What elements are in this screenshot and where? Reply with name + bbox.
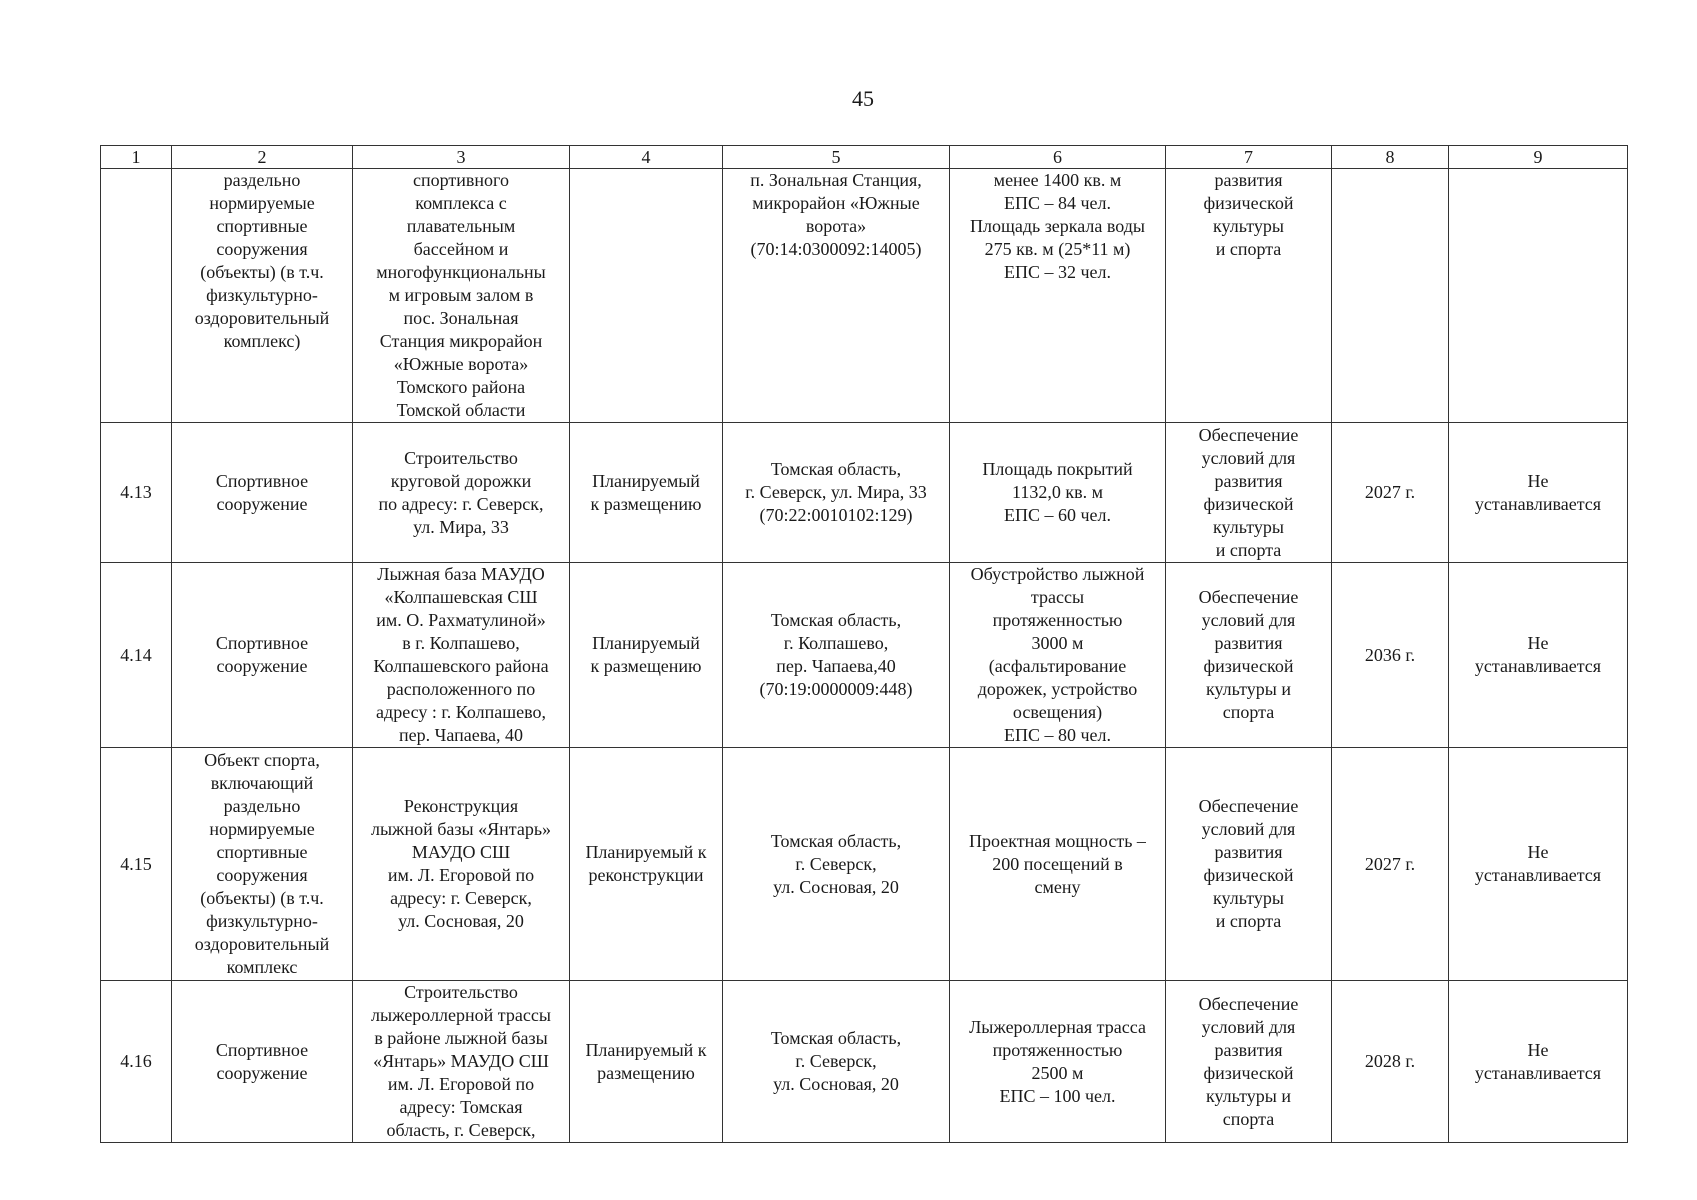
cell-year: 2027 г.: [1332, 748, 1449, 981]
cell-year: 2028 г.: [1332, 981, 1449, 1143]
cell-object-type: Спортивное сооружение: [172, 981, 353, 1143]
cell-year: 2036 г.: [1332, 563, 1449, 748]
cell-location: Томская область, г. Северск, ул. Сосновая, 20: [723, 748, 950, 981]
table-row: [101, 981, 1628, 1143]
cell-characteristics: Лыжероллерная трасса протяженностью 2500 м ЕПС – 100 чел.: [950, 981, 1166, 1143]
planning-table: [100, 145, 1628, 1143]
cell-location: Томская область, г. Северск, ул. Мира, 33 (70:22:0010102:129): [723, 423, 950, 563]
cell-zone: [1449, 169, 1628, 423]
cell-location: Томская область, г. Колпашево, пер. Чапаева,40 (70:19:0000009:448): [723, 563, 950, 748]
column-header: 5: [723, 146, 950, 169]
cell-year: [1332, 169, 1449, 423]
cell-object-name: Лыжная база МАУДО «Колпашевская СШ им. О. Рахматулиной» в г. Колпашево, Колпашевского района расположенного по адресу : г. Колпашево, пер. Чапаева, 40: [353, 563, 570, 748]
cell-object-type: Спортивное сооружение: [172, 423, 353, 563]
cell-number: 4.16: [101, 981, 172, 1143]
column-header: 9: [1449, 146, 1628, 169]
cell-zone: Не устанавливается: [1449, 423, 1628, 563]
cell-purpose: Обеспечение условий для развития физической культуры и спорта: [1166, 748, 1332, 981]
cell-zone: Не устанавливается: [1449, 563, 1628, 748]
cell-characteristics: Обустройство лыжной трассы протяженностью 3000 м (асфальтирование дорожек, устройство освещения) ЕПС – 80 чел.: [950, 563, 1166, 748]
cell-location: п. Зональная Станция, микрорайон «Южные ворота» (70:14:0300092:14005): [723, 169, 950, 423]
column-header: 2: [172, 146, 353, 169]
cell-number: 4.14: [101, 563, 172, 748]
cell-object-name: Строительство круговой дорожки по адресу: г. Северск, ул. Мира, 33: [353, 423, 570, 563]
cell-number: 4.13: [101, 423, 172, 563]
cell-characteristics: Площадь покрытий 1132,0 кв. м ЕПС – 60 чел.: [950, 423, 1166, 563]
cell-status: Планируемый к реконструкции: [570, 748, 723, 981]
cell-status: Планируемый к размещению: [570, 423, 723, 563]
column-header: 8: [1332, 146, 1449, 169]
cell-purpose: развития физической культуры и спорта: [1166, 169, 1332, 423]
cell-purpose: Обеспечение условий для развития физической культуры и спорта: [1166, 981, 1332, 1143]
cell-number: 4.15: [101, 748, 172, 981]
table-row: [101, 423, 1628, 563]
column-header: 4: [570, 146, 723, 169]
column-header: 6: [950, 146, 1166, 169]
cell-purpose: Обеспечение условий для развития физической культуры и спорта: [1166, 563, 1332, 748]
cell-object-type: Спортивное сооружение: [172, 563, 353, 748]
cell-characteristics: Проектная мощность – 200 посещений в смену: [950, 748, 1166, 981]
column-header: 1: [101, 146, 172, 169]
cell-year: 2027 г.: [1332, 423, 1449, 563]
table-row: [101, 748, 1628, 981]
cell-zone: Не устанавливается: [1449, 981, 1628, 1143]
table-row: [101, 563, 1628, 748]
cell-status: Планируемый к размещению: [570, 563, 723, 748]
cell-zone: Не устанавливается: [1449, 748, 1628, 981]
page-number: 45: [852, 86, 874, 111]
cell-location: Томская область, г. Северск, ул. Сосновая, 20: [723, 981, 950, 1143]
cell-characteristics: менее 1400 кв. м ЕПС – 84 чел. Площадь зеркала воды 275 кв. м (25*11 м) ЕПС – 32 чел.: [950, 169, 1166, 423]
cell-object-name: Строительство лыжероллерной трассы в районе лыжной базы «Янтарь» МАУДО СШ им. Л. Егоровой по адресу: Томская область, г. Северск,: [353, 981, 570, 1143]
cell-object-name: спортивного комплекса с плавательным бассейном и многофункциональны м игровым залом в пос. Зональная Станция микрорайон «Южные ворота» Томского района Томской области: [353, 169, 570, 423]
column-header: 3: [353, 146, 570, 169]
cell-purpose: Обеспечение условий для развития физической культуры и спорта: [1166, 423, 1332, 563]
cell-object-name: Реконструкция лыжной базы «Янтарь» МАУДО СШ им. Л. Егоровой по адресу: г. Северск, ул. Сосновая, 20: [353, 748, 570, 981]
cell-status: Планируемый к размещению: [570, 981, 723, 1143]
cell-status: [570, 169, 723, 423]
cell-object-type: Объект спорта, включающий раздельно нормируемые спортивные сооружения (объекты) (в т.ч. физкультурно- оздоровительный комплекс: [172, 748, 353, 981]
cell-number: [101, 169, 172, 423]
cell-object-type: раздельно нормируемые спортивные сооружения (объекты) (в т.ч. физкультурно- оздоровительный комплекс): [172, 169, 353, 423]
header-row: [101, 146, 1628, 169]
column-header: 7: [1166, 146, 1332, 169]
table-row: [101, 169, 1628, 423]
